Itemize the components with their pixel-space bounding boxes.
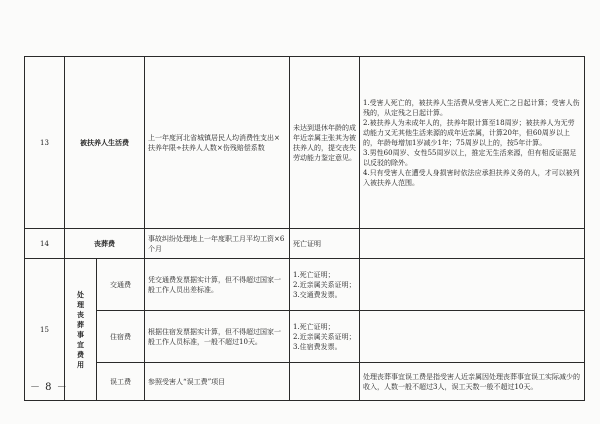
row-number: 15 <box>25 259 65 401</box>
calculation-standard: 上一年度河北省城镇居民人均消费性支出×扶养年限÷扶养人人数×伤残赔偿系数 <box>145 57 290 229</box>
calculation-standard: 凭交通费发票据实计算，但不得超过国家一般工作人员出差标准。 <box>145 259 290 311</box>
remark-item: 2.被扶养人为未成年人的，扶养年限计算至18周岁；被扶养人为无劳动能力又无其他生活来源的成年近亲属，计算20年，但60周岁以上的，年龄每增加1岁减少1年；75周岁以上的，按5年计算。 <box>363 118 575 147</box>
item-char: 丧 <box>77 309 84 319</box>
remarks: 处理丧葬事宜误工费是指受害人近亲属因处理丧葬事宜误工实际减少的收入，人数一般不超过3人，误工天数一般不超过10天。 <box>360 363 585 401</box>
item-name: 丧葬费 <box>65 229 145 259</box>
calculation-standard: 根据住宿发票据实计算，但不得超过国家一般工作人员标准，一般不超过10天。 <box>145 311 290 363</box>
evidence-item: 3.住宿费发票。 <box>293 342 342 351</box>
evidence-materials: 死亡证明 <box>290 229 360 259</box>
item-char: 宜 <box>77 339 84 349</box>
sub-item-name: 交通费 <box>97 259 145 311</box>
row-number: 13 <box>25 57 65 229</box>
table-row-14 <box>25 229 585 259</box>
item-char: 葬 <box>77 319 84 329</box>
table-row-15-lodging <box>25 311 585 363</box>
calculation-standard: 事故纠纷处理地上一年度职工月平均工资×6个月 <box>145 229 290 259</box>
evidence-materials <box>290 363 360 401</box>
sub-item-name: 住宿费 <box>97 311 145 363</box>
item-name-vertical <box>65 259 97 401</box>
item-char: 理 <box>77 299 84 309</box>
evidence-materials <box>290 259 360 311</box>
evidence-item: 1.死亡证明； <box>293 270 335 279</box>
page-number: － 8 － <box>30 382 68 393</box>
compensation-table <box>24 56 585 401</box>
item-char: 事 <box>77 329 84 339</box>
evidence-item: 2.近亲属关系证明； <box>293 280 356 289</box>
remark-item: 1.受害人死亡的，被扶养人生活费从受害人死亡之日起计算；受害人伤残的，从定残之日起计算。 <box>363 98 580 117</box>
evidence-item: 2.近亲属关系证明； <box>293 332 356 341</box>
item-char: 处 <box>77 289 84 299</box>
row-number: 14 <box>25 229 65 259</box>
item-name: 被扶养人生活费 <box>65 57 145 229</box>
evidence-item: 3.交通费发票。 <box>293 290 342 299</box>
remarks <box>360 259 585 311</box>
evidence-materials <box>290 311 360 363</box>
remarks <box>360 57 585 229</box>
remarks <box>360 229 585 259</box>
calculation-standard: 参照受害人“误工费”项目 <box>145 363 290 401</box>
remark-item: 3.男性60周岁、女性55周岁以上，推定无生活来源，但有相反证据足以反驳的除外。 <box>363 148 577 167</box>
item-char: 用 <box>77 359 84 369</box>
table-row-15-lost-wages <box>25 363 585 401</box>
item-char: 费 <box>77 349 84 359</box>
evidence-materials: 未达到退休年龄的成年近亲属主张其为被扶养人的，提交丧失劳动能力鉴定意见。 <box>290 57 360 229</box>
table-row-13 <box>25 57 585 229</box>
table-row-15-transport <box>25 259 585 311</box>
sub-item-name: 误工费 <box>97 363 145 401</box>
remark-item: 4.只有受害人在遭受人身损害时依法应承担扶养义务的人，才可以被列入被扶养人范围。 <box>363 168 580 187</box>
evidence-item: 1.死亡证明； <box>293 322 335 331</box>
remarks <box>360 311 585 363</box>
